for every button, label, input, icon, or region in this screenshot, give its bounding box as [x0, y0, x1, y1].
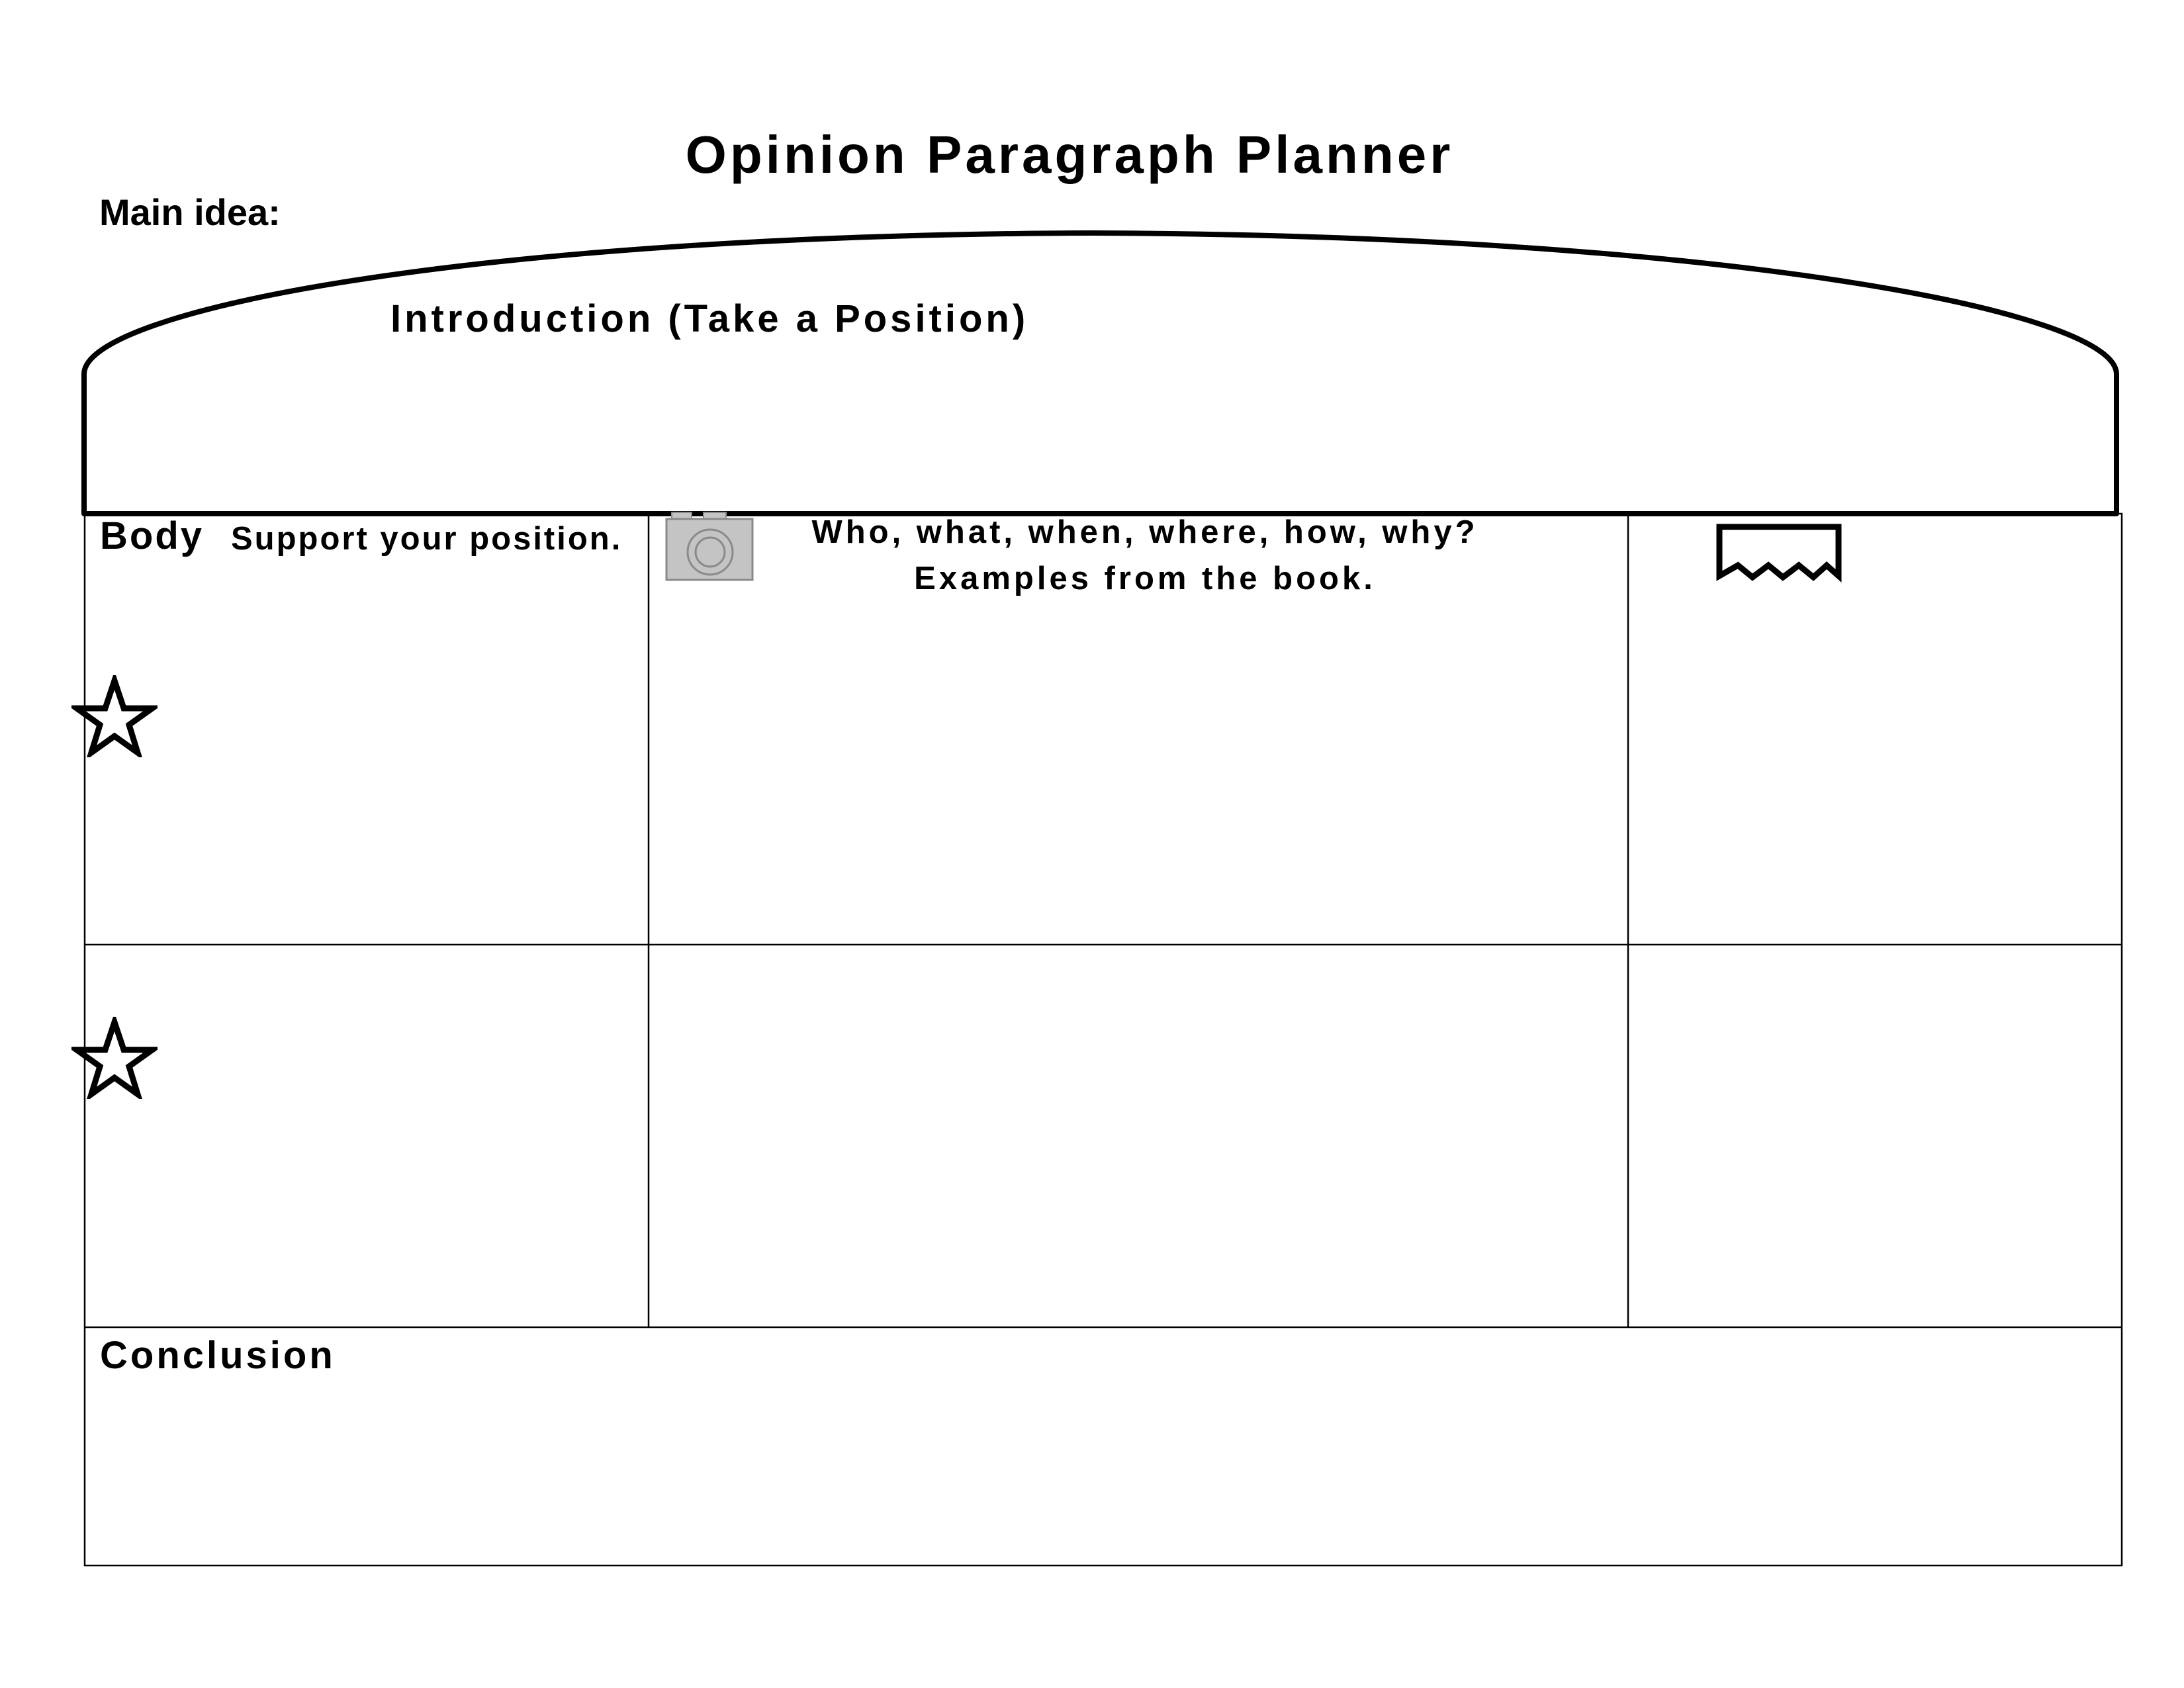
- prompt-questions: Who, what, when, where, how, why?: [811, 514, 1479, 550]
- prompt-examples: Examples from the book.: [914, 561, 1376, 596]
- body-grid-border: [85, 514, 2122, 1566]
- support-position-label: Support your position.: [231, 521, 623, 557]
- page-title: Opinion Paragraph Planner: [685, 125, 1454, 184]
- introduction-label: Introduction (Take a Position): [390, 297, 1029, 340]
- conclusion-label: Conclusion: [100, 1334, 336, 1377]
- star-icon: [71, 1017, 158, 1099]
- introduction-box: [84, 233, 2116, 514]
- scroll-banner-icon: [1714, 522, 1846, 588]
- star-icon: [71, 675, 158, 757]
- body-label: Body: [100, 514, 204, 557]
- camera-icon: [664, 511, 756, 584]
- main-idea-label: Main idea:: [99, 191, 281, 233]
